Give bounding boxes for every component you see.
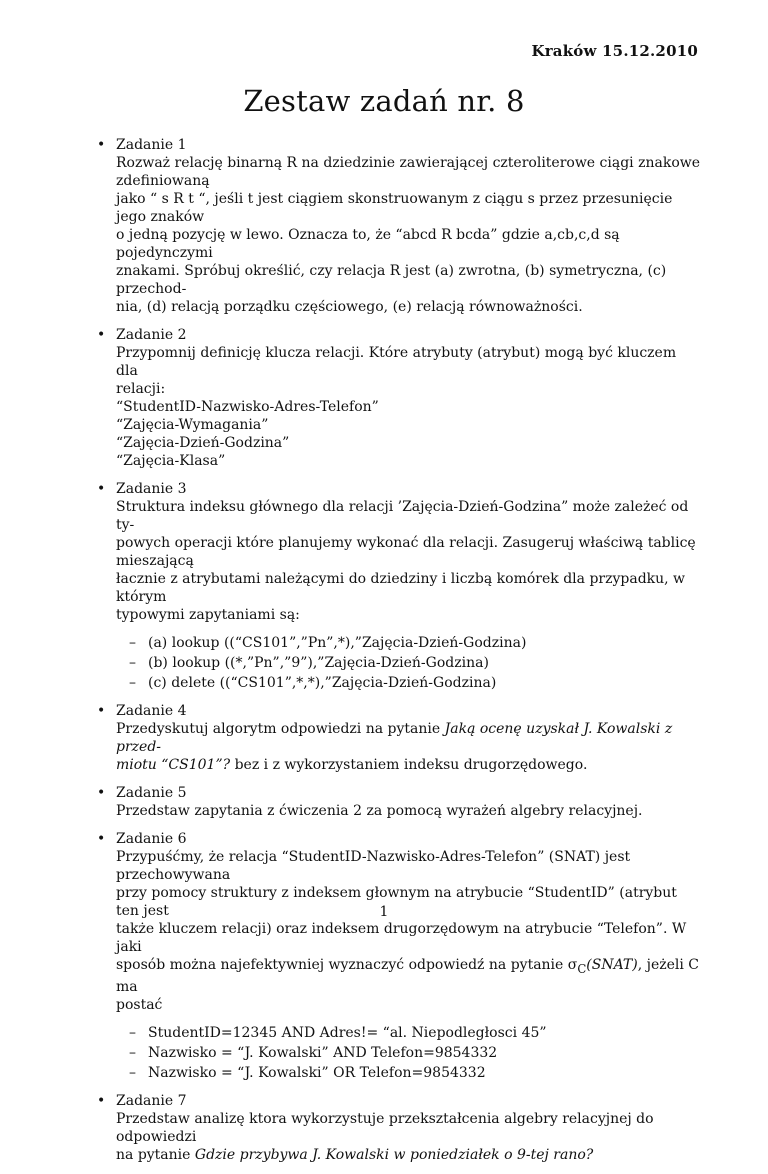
query-item: – (c) delete ((“CS101”,*,*),”Zajęcia-Dzień-Godzina) [116,674,701,692]
task-text-line [116,1146,701,1164]
task-text-line: Przedstaw zapytania z ćwiczenia 2 za pomocą wyrażeń algebry relacyjnej. [116,803,643,819]
task-text [116,344,701,470]
task-text [116,1110,701,1164]
task-text-line: także kluczem relacji) oraz indeksem drugorzędowym na atrybucie “Telefon”. W jaki [116,921,687,955]
italic-question: Jaką ocenę uzyskał J. Kowalski z przed- [116,721,673,755]
task-text-line: Struktura indeksu głównego dla relacji ’Zajęcia-Dzień-Godzina” może zależeć od ty- [116,499,689,533]
task-title: • Zadanie 5 [116,785,187,801]
document-title: Zestaw zadań nr. 8 [243,84,525,118]
task-text-segment: sposób można najefektywniej wyznaczyć odpowiedź na pytanie σ [116,957,578,973]
task-title: • Zadanie 6 [116,831,187,847]
task-item-2 [116,326,701,470]
query-item: – (b) lookup ((*,”Pn”,”9”),”Zajęcia-Dzień-Godzina) [116,654,701,672]
task-text-line: postać [116,996,163,1013]
task-title: • Zadanie 2 [116,327,187,343]
math-expression: (SNAT) [586,957,638,973]
condition-item: – StudentID=12345 AND Adres!= “al. Niepodległosci 45” [116,1024,701,1042]
task-item-4 [116,702,701,774]
math-subscript: C [577,961,587,976]
italic-question: Gdzie przybywa J. Kowalski w poniedziałek o 9-tej rano? [194,1146,594,1163]
task-text-line: przy pomocy struktury z indeksem głownym na atrybucie “StudentID” (atrybut ten jest [116,885,677,919]
task-item-6 [116,830,701,1082]
task-item-1 [116,136,701,316]
task-title: • Zadanie 4 [116,703,187,719]
relation-name: “Zajęcia-Dzień-Godzina” [116,435,290,451]
task-text-line: Przypomnij definicję klucza relacji. Które atrybuty (atrybut) mogą być kluczem dla [116,345,677,379]
task-text-line [116,756,701,774]
condition-item: – Nazwisko = “J. Kowalski” OR Telefon=9854332 [116,1064,701,1082]
task-title: • Zadanie 1 [116,137,187,153]
task-text [116,802,701,820]
condition-list [116,1024,701,1082]
task-text-line: powych operacji które planujemy wykonać dla relacji. Zasugeruj właściwą tablicę mieszającą [116,535,696,569]
task-text-line [116,956,701,996]
task-title: • Zadanie 3 [116,481,187,497]
relation-name: “Zajęcia-Klasa” [116,453,226,469]
task-text-line: znakami. Spróbuj określić, czy relacja R jest (a) zwrotna, (b) symetryczna, (c) przechod- [116,263,667,297]
task-list [116,136,701,1174]
page-number: 1 [379,904,389,920]
task-text [116,848,701,1014]
task-text-segment: , jeżeli C ma [116,957,700,995]
document-date: Kraków 15.12.2010 [531,42,698,60]
task-text-line: relacji: [116,381,166,397]
task-text-line: jako “ s R t “, jeśli t jest ciągiem skonstruowanym z ciągu s przez przesunięcie jego znaków [116,191,673,225]
task-item-7 [116,1092,701,1164]
relation-name: “StudentID-Nazwisko-Adres-Telefon” [116,399,379,415]
task-text [116,720,701,774]
query-item: – (a) lookup ((“CS101”,”Pn”,*),”Zajęcia-Dzień-Godzina) [116,634,701,652]
task-text-line: Rozważ relację binarną R na dziedzinie zawierającej czteroliterowe ciągi znakowe zdefiniowaną [116,155,701,189]
task-text-segment: na pytanie [116,1146,195,1163]
query-list [116,634,701,692]
task-text [116,498,701,624]
task-text-line: Przedstaw analizę ktora wykorzystuje przekształcenia algebry relacyjnej do odpowiedzi [116,1110,654,1145]
task-text-line: Przypuśćmy, że relacja “StudentID-Nazwisko-Adres-Telefon” (SNAT) jest przechowywana [116,849,631,883]
task-text-line [116,720,701,756]
task-text-line: łacznie z atrybutami należącymi do dziedziny i liczbą komórek dla przypadku, w którym [116,571,686,605]
task-text-segment: bez i z wykorzystaniem indeksu drugorzędowego. [230,757,588,773]
condition-item: – Nazwisko = “J. Kowalski” AND Telefon=9854332 [116,1044,701,1062]
italic-question: miotu “CS101”? [116,757,231,773]
task-title: • Zadanie 7 [116,1092,187,1109]
task-item-3 [116,480,701,692]
task-text-line: nia, (d) relacją porządku częściowego, (e) relacją równoważności. [116,299,583,315]
task-text-line: o jedną pozycję w lewo. Oznacza to, że “abcd R bcda” gdzie a,cb,c,d są pojedynczymi [116,227,620,261]
task-text [116,154,701,316]
task-text-segment: Przedyskutuj algorytm odpowiedzi na pytanie [116,721,445,737]
task-text-line: typowymi zapytaniami są: [116,607,300,623]
relation-name: “Zajęcia-Wymagania” [116,417,269,433]
task-item-5 [116,784,701,820]
